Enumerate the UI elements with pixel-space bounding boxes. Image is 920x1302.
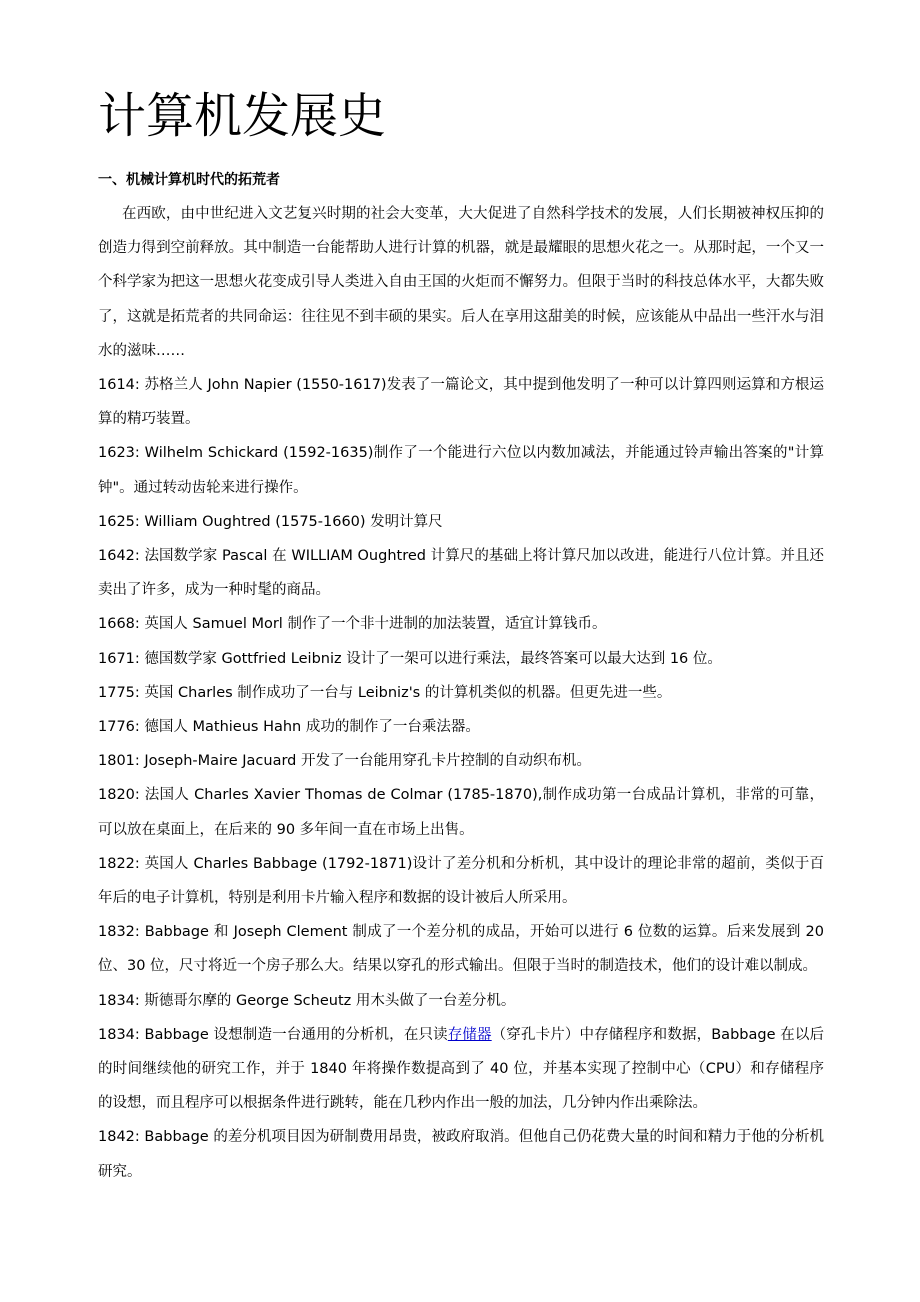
entry-1623: 1623: Wilhelm Schickard (1592-1635)制作了一个能进行六位以内数加减法，并能通过铃声输出答案的"计算钟"。通过转动齿轮来进行操作。 (98, 445, 824, 496)
entry-1642: 1642: 法国数学家 Pascal 在 WILLIAM Oughtred 计算尺的基础上将计算尺加以改进，能进行八位计算。并且还卖出了许多，成为一种时髦的商品。 (98, 548, 824, 599)
entry-1822: 1822: 英国人 Charles Babbage (1792-1871)设计了差分机和分析机，其中设计的理论非常的超前，类似于百年后的电子计算机，特别是利用卡片输入程序和数据的设计被后人所采用。 (98, 855, 824, 907)
entry-1668: 1668: 英国人 Samuel Morl 制作了一个非十进制的加法装置，适宜计算钱币。 (98, 616, 607, 633)
document-body (98, 197, 824, 1189)
entry-1834-text-after: （穿孔卡片）中存储程序和数据，Babbage 在以后的时间继续他的研究工作，并于 1840 年将操作数提高到了 40 位，并基本实现了控制中心（CPU）和存储程序的设想，而且程序可以根据条件进行跳转，能在几秒内作出一般的加法，几分钟内作出乘除法。 (98, 1026, 825, 1112)
intro-paragraph: 在西欧，由中世纪进入文艺复兴时期的社会大变革，大大促进了自然科学技术的发展，人们长期被神权压抑的创造力得到空前释放。其中制造一台能帮助人进行计算的机器，就是最耀眼的思想火花之一。从那时起，一个又一个科学家为把这一思想火花变成引导人类进入自由王国的火炬而不懈努力。但限于当时的科技总体水平，大都失败了，这就是拓荒者的共同命运：往往见不到丰硕的果实。后人在享用这甜美的时候，应该能从中品出一些汗水与泪水的滋味…… (98, 206, 824, 359)
entry-1834-babbage (98, 1018, 824, 1121)
entry-1834-text-before: 1834: Babbage 设想制造一台通用的分析机，在只读 (98, 1026, 448, 1043)
storage-link[interactable]: 存储器 (447, 1026, 492, 1043)
entry-1842: 1842: Babbage 的差分机项目因为研制费用昂贵，被政府取消。但他自己仍花费大量的时间和精力于他的分析机研究。 (98, 1129, 824, 1180)
entry-1801: 1801: Joseph-Maire Jacuard 开发了一台能用穿孔卡片控制的自动织布机。 (98, 753, 591, 770)
entry-1625: 1625: William Oughtred (1575-1660) 发明计算尺 (98, 513, 443, 530)
entry-1614: 1614: 苏格兰人 John Napier (1550-1617)发表了一篇论文，其中提到他发明了一种可以计算四则运算和方根运算的精巧装置。 (98, 377, 824, 428)
entry-1834-scheutz: 1834: 斯德哥尔摩的 George Scheutz 用木头做了一台差分机。 (98, 992, 516, 1009)
entry-1775: 1775: 英国 Charles 制作成功了一台与 Leibniz's 的计算机类似的机器。但更先进一些。 (98, 684, 672, 701)
section-heading: 一、机械计算机时代的拓荒者 (98, 172, 280, 188)
entry-1776: 1776: 德国人 Mathieus Hahn 成功的制作了一台乘法器。 (98, 719, 480, 736)
page-title: 计算机发展史 (98, 88, 387, 144)
entry-1832: 1832: Babbage 和 Joseph Clement 制成了一个差分机的成品，开始可以进行 6 位数的运算。后来发展到 20 位、30 位，尺寸将近一个房子那么大。结果以穿孔的形式输出。但限于当时的制造技术，他们的设计难以制成。 (98, 924, 824, 975)
entry-1671: 1671: 德国数学家 Gottfried Leibniz 设计了一架可以进行乘法，最终答案可以最大达到 16 位。 (98, 650, 722, 667)
entry-1820: 1820: 法国人 Charles Xavier Thomas de Colmar (1785-1870),制作成功第一台成品计算机，非常的可靠，可以放在桌面上，在后来的 90 多年间一直在市场上出售。 (98, 787, 824, 838)
